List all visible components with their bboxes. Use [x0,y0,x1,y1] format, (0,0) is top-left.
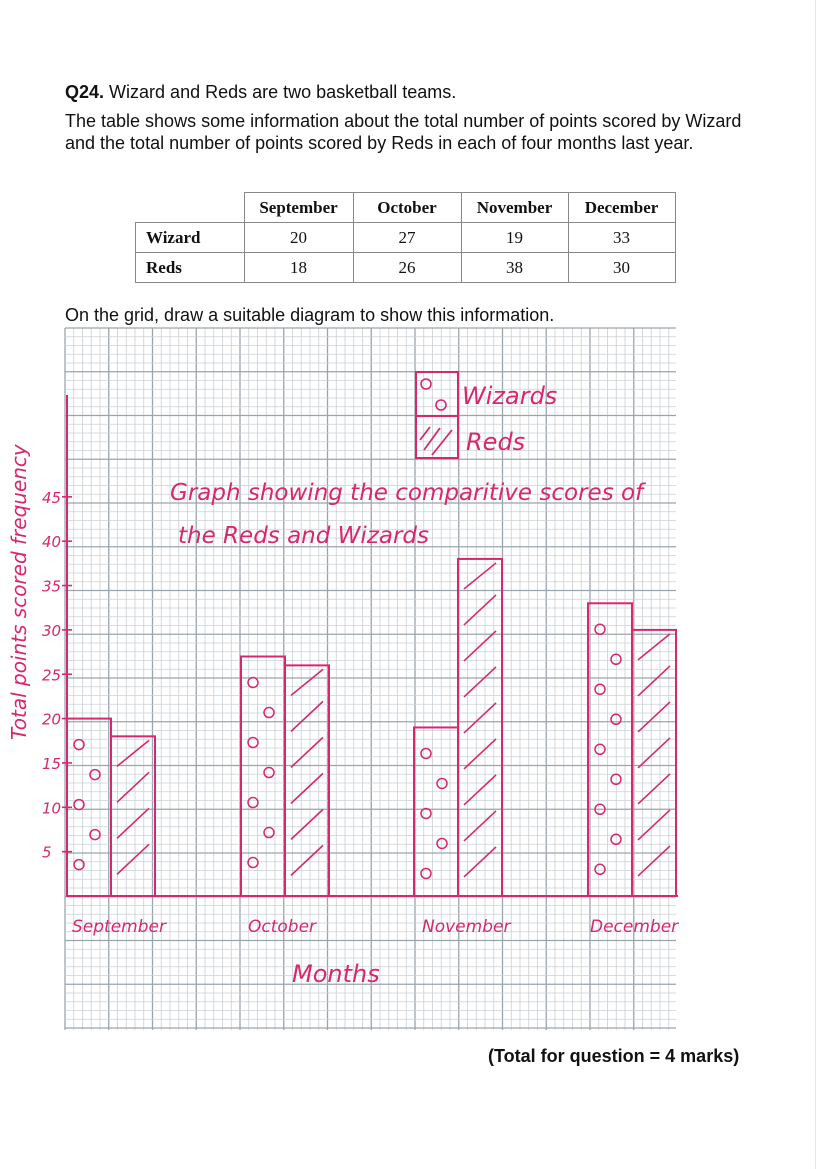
y-tick-label: 10 [42,799,62,818]
circle-mark [264,768,274,778]
hatch-mark [117,808,149,838]
hatch-mark [464,703,496,733]
legend-wizard-label: Wizards [462,382,558,410]
col-october: October [353,193,461,223]
circle-mark [437,778,447,788]
circle-mark [595,864,605,874]
hatch-mark [117,772,149,802]
circle-mark [248,798,258,808]
table-cell: 33 [568,223,675,253]
circle-mark [595,684,605,694]
graph-title-line2: the Reds and Wizards [178,523,430,549]
month-label-0: September [72,917,166,937]
table-cell: 18 [244,253,353,283]
y-tick-label: 15 [42,754,62,773]
question-heading-text: Wizard and Reds are two basketball teams. [109,82,457,102]
table-cell: 38 [461,253,568,283]
row-label-wizard: Wizard [136,223,245,253]
month-label-1: October [248,917,317,937]
table-cell: 30 [568,253,675,283]
table-cell: 20 [244,223,353,253]
y-tick-label: 30 [42,621,62,640]
hatch-mark [291,701,323,731]
circle-mark [421,868,431,878]
month-label-2: November [422,917,511,937]
table-cell: 27 [353,223,461,253]
month-label-3: December [590,917,679,937]
hatch-mark [291,669,323,695]
legend-wizard-swatch [416,372,458,416]
hatch-mark [464,811,496,841]
month-labels [72,917,679,937]
y-tick-label: 25 [42,666,62,685]
circle-mark [437,838,447,848]
circle-mark [421,808,431,818]
hatch-mark [117,740,149,766]
hatch-mark [117,844,149,874]
hatch-mark [464,667,496,697]
row-label-reds: Reds [136,253,245,283]
question-text: The table shows some information about the total number of points scored by Wizard and the total number of points scored by Reds in each of four months last year. [65,111,742,153]
hatch-mark [464,739,496,769]
total-marks: (Total for question = 4 marks) [488,1046,740,1066]
x-axis-label: Months [292,960,380,988]
table-cell: 19 [461,223,568,253]
y-tick-label: 40 [42,533,62,552]
legend-reds-swatch [416,416,458,458]
hatch-mark [464,631,496,661]
legend-reds-label: Reds [466,428,526,456]
hatch-mark [291,737,323,767]
y-tick-label: 20 [42,710,62,729]
hatch-mark [291,809,323,839]
circle-mark [595,744,605,754]
y-tick-label: 35 [42,577,62,596]
col-november: November [461,193,568,223]
circle-mark [248,858,258,868]
bar-wizard-1 [241,657,285,896]
y-tick-label: 5 [42,843,52,862]
instruction-text: On the grid, draw a suitable diagram to show this information. [65,305,555,325]
question-number: Q24. [65,82,105,102]
handwritten-graph [7,372,679,988]
bar-reds-3 [632,630,676,896]
graph-title-line1: Graph showing the comparitive scores of [170,480,644,506]
col-september: September [244,193,353,223]
hatch-mark [464,563,496,589]
circle-mark [248,678,258,688]
y-axis-label: Total points scored frequency [7,444,31,740]
hatch-mark [291,773,323,803]
circle-mark [264,708,274,718]
table-cell: 26 [353,253,461,283]
col-december: December [568,193,675,223]
circle-mark [264,828,274,838]
y-tick-label: 45 [42,488,62,507]
